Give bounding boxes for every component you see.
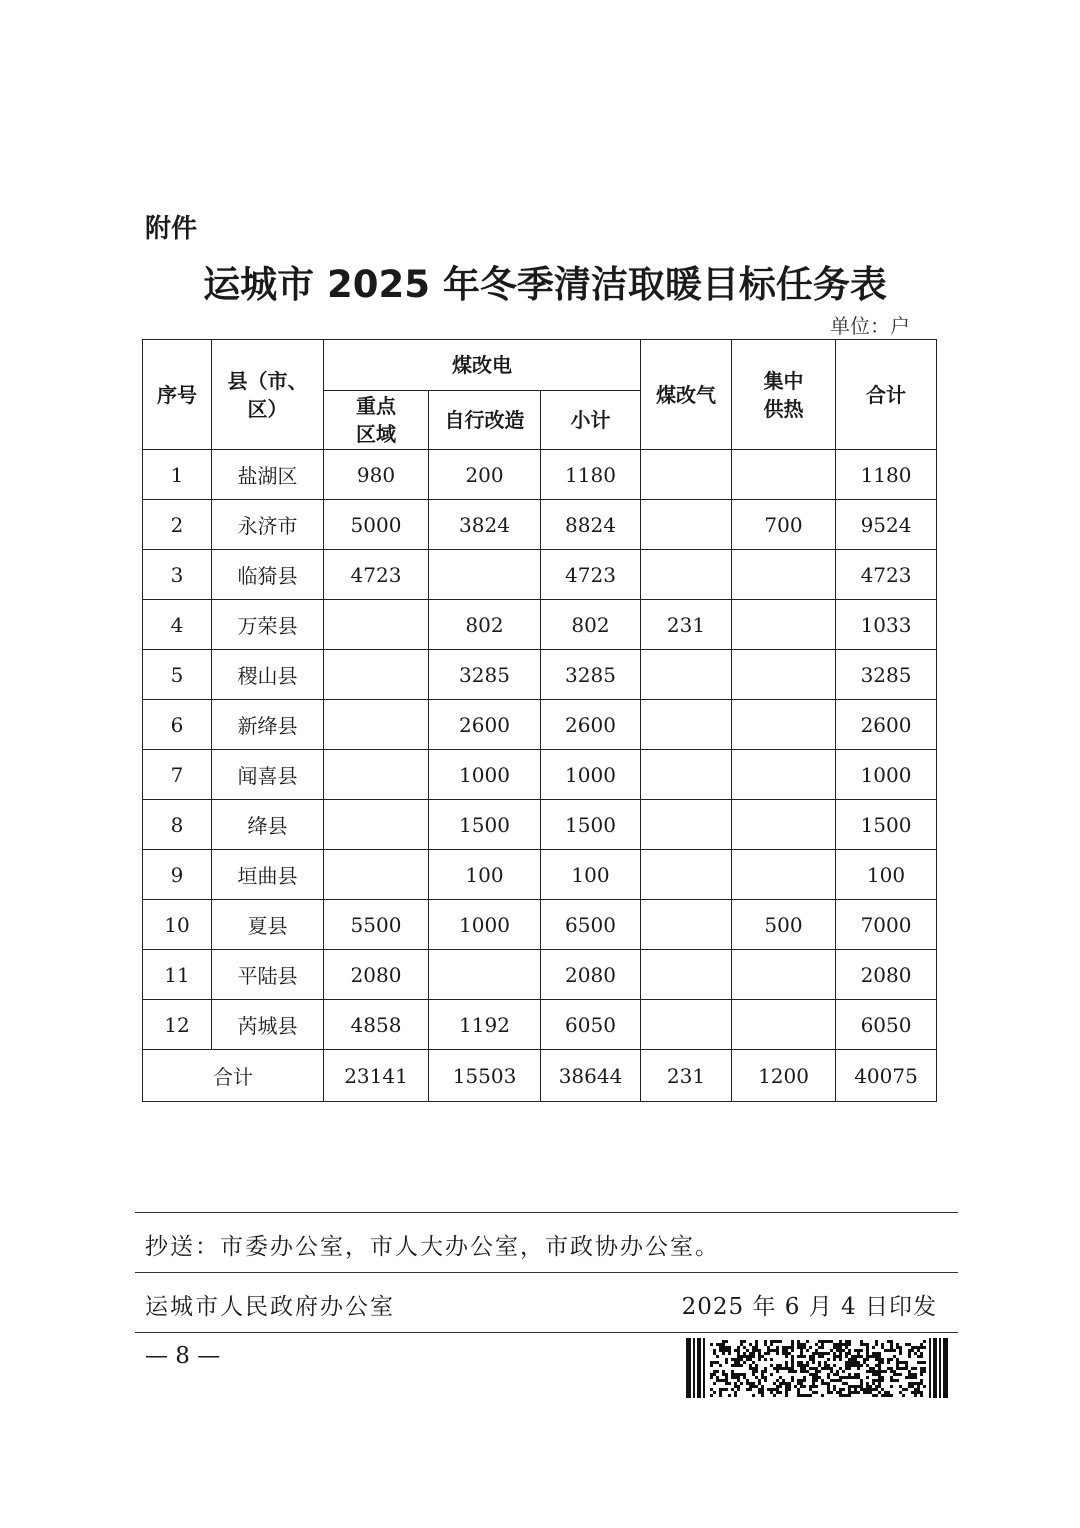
cell-coal-to-gas bbox=[641, 1000, 732, 1050]
total-total: 40075 bbox=[836, 1050, 937, 1102]
task-table bbox=[142, 339, 937, 1102]
cell-central-heating: 500 bbox=[732, 900, 836, 950]
cell-county: 临猗县 bbox=[212, 550, 324, 600]
cell-seq: 1 bbox=[143, 450, 212, 500]
cell-self-renovation bbox=[429, 550, 541, 600]
cell-coal-to-gas bbox=[641, 900, 732, 950]
cell-county: 万荣县 bbox=[212, 600, 324, 650]
header-central-heating bbox=[732, 340, 836, 450]
cell-total: 3285 bbox=[836, 650, 937, 700]
cell-self-renovation: 1500 bbox=[429, 800, 541, 850]
table-row bbox=[143, 600, 937, 650]
header-total: 合计 bbox=[836, 340, 937, 450]
cell-coal-to-gas bbox=[641, 750, 732, 800]
cell-self-renovation: 200 bbox=[429, 450, 541, 500]
table-row bbox=[143, 450, 937, 500]
cell-total: 2600 bbox=[836, 700, 937, 750]
cell-coal-to-gas bbox=[641, 850, 732, 900]
cell-self-renovation bbox=[429, 950, 541, 1000]
header-key-area-line2: 区域 bbox=[356, 422, 396, 446]
issue-date: 2025 年 6 月 4 日印发 bbox=[681, 1294, 937, 1320]
total-subtotal: 38644 bbox=[541, 1050, 641, 1102]
cell-key-area: 5000 bbox=[324, 500, 429, 550]
cell-county: 绛县 bbox=[212, 800, 324, 850]
cell-subtotal: 2600 bbox=[541, 700, 641, 750]
table-row bbox=[143, 950, 937, 1000]
cell-key-area bbox=[324, 800, 429, 850]
table-row bbox=[143, 900, 937, 950]
header-county bbox=[212, 340, 324, 450]
cell-county: 永济市 bbox=[212, 500, 324, 550]
total-coal-to-gas: 231 bbox=[641, 1050, 732, 1102]
cell-central-heating bbox=[732, 850, 836, 900]
total-self-renovation: 15503 bbox=[429, 1050, 541, 1102]
page-number: — 8 — bbox=[145, 1343, 221, 1369]
cell-key-area bbox=[324, 850, 429, 900]
cell-coal-to-gas bbox=[641, 650, 732, 700]
cell-seq: 10 bbox=[143, 900, 212, 950]
cell-seq: 12 bbox=[143, 1000, 212, 1050]
cell-subtotal: 8824 bbox=[541, 500, 641, 550]
header-seq: 序号 bbox=[143, 340, 212, 450]
cell-seq: 7 bbox=[143, 750, 212, 800]
cell-subtotal: 6050 bbox=[541, 1000, 641, 1050]
cell-county: 新绛县 bbox=[212, 700, 324, 750]
cell-subtotal: 1180 bbox=[541, 450, 641, 500]
cell-coal-to-gas bbox=[641, 800, 732, 850]
cell-coal-to-gas: 231 bbox=[641, 600, 732, 650]
cell-central-heating bbox=[732, 450, 836, 500]
cc-line: 抄送：市委办公室，市人大办公室，市政协办公室。 bbox=[145, 1234, 720, 1260]
cell-total: 2080 bbox=[836, 950, 937, 1000]
cell-self-renovation: 3824 bbox=[429, 500, 541, 550]
footer-divider-middle bbox=[135, 1272, 958, 1273]
cell-total: 7000 bbox=[836, 900, 937, 950]
cell-seq: 3 bbox=[143, 550, 212, 600]
table-row bbox=[143, 700, 937, 750]
cell-key-area: 2080 bbox=[324, 950, 429, 1000]
header-county-line1: 县（市、 bbox=[227, 368, 308, 393]
cell-coal-to-gas bbox=[641, 700, 732, 750]
cell-total: 100 bbox=[836, 850, 937, 900]
cell-key-area: 4723 bbox=[324, 550, 429, 600]
cell-coal-to-gas bbox=[641, 500, 732, 550]
cell-total: 6050 bbox=[836, 1000, 937, 1050]
total-central-heating: 1200 bbox=[732, 1050, 836, 1102]
cell-key-area: 980 bbox=[324, 450, 429, 500]
cell-seq: 9 bbox=[143, 850, 212, 900]
cell-coal-to-gas bbox=[641, 550, 732, 600]
cell-county: 平陆县 bbox=[212, 950, 324, 1000]
table-row bbox=[143, 650, 937, 700]
cell-county: 闻喜县 bbox=[212, 750, 324, 800]
cell-central-heating bbox=[732, 750, 836, 800]
cell-total: 9524 bbox=[836, 500, 937, 550]
cell-key-area bbox=[324, 600, 429, 650]
cell-total: 1033 bbox=[836, 600, 937, 650]
cell-subtotal: 100 bbox=[541, 850, 641, 900]
cell-subtotal: 802 bbox=[541, 600, 641, 650]
table-row bbox=[143, 500, 937, 550]
cell-county: 芮城县 bbox=[212, 1000, 324, 1050]
cell-total: 4723 bbox=[836, 550, 937, 600]
header-key-area bbox=[324, 391, 429, 450]
cell-county: 夏县 bbox=[212, 900, 324, 950]
cell-coal-to-gas bbox=[641, 450, 732, 500]
cell-self-renovation: 802 bbox=[429, 600, 541, 650]
table-row bbox=[143, 800, 937, 850]
total-key-area: 23141 bbox=[324, 1050, 429, 1102]
table-row bbox=[143, 750, 937, 800]
cell-subtotal: 1500 bbox=[541, 800, 641, 850]
cell-seq: 4 bbox=[143, 600, 212, 650]
header-county-line2: 区） bbox=[247, 396, 288, 421]
cell-total: 1000 bbox=[836, 750, 937, 800]
footer-divider-top bbox=[135, 1212, 958, 1213]
cell-central-heating bbox=[732, 1000, 836, 1050]
total-row bbox=[143, 1050, 937, 1102]
header-subtotal: 小计 bbox=[541, 391, 641, 450]
header-central-heating-line2: 供热 bbox=[763, 396, 804, 421]
attachment-label: 附件 bbox=[145, 214, 198, 244]
cell-self-renovation: 1192 bbox=[429, 1000, 541, 1050]
cell-central-heating bbox=[732, 600, 836, 650]
cell-subtotal: 1000 bbox=[541, 750, 641, 800]
table-row bbox=[143, 1000, 937, 1050]
cell-self-renovation: 3285 bbox=[429, 650, 541, 700]
cell-central-heating bbox=[732, 650, 836, 700]
header-key-area-line1: 重点 bbox=[356, 394, 396, 418]
cell-subtotal: 3285 bbox=[541, 650, 641, 700]
total-label: 合计 bbox=[143, 1050, 324, 1102]
cell-central-heating: 700 bbox=[732, 500, 836, 550]
table-row bbox=[143, 550, 937, 600]
barcode-matrix bbox=[710, 1340, 926, 1397]
header-central-heating-line1: 集中 bbox=[763, 368, 804, 393]
cell-seq: 2 bbox=[143, 500, 212, 550]
cell-seq: 5 bbox=[143, 650, 212, 700]
cell-key-area: 4858 bbox=[324, 1000, 429, 1050]
cell-total: 1180 bbox=[836, 450, 937, 500]
cell-county: 稷山县 bbox=[212, 650, 324, 700]
cell-county: 垣曲县 bbox=[212, 850, 324, 900]
cell-self-renovation: 2600 bbox=[429, 700, 541, 750]
issuer: 运城市人民政府办公室 bbox=[145, 1294, 395, 1320]
cell-county: 盐湖区 bbox=[212, 450, 324, 500]
cell-central-heating bbox=[732, 950, 836, 1000]
cell-self-renovation: 1000 bbox=[429, 750, 541, 800]
cell-self-renovation: 100 bbox=[429, 850, 541, 900]
table-row bbox=[143, 850, 937, 900]
cell-total: 1500 bbox=[836, 800, 937, 850]
cell-key-area bbox=[324, 650, 429, 700]
cell-seq: 11 bbox=[143, 950, 212, 1000]
header-coal-to-electric: 煤改电 bbox=[324, 340, 641, 391]
cell-seq: 8 bbox=[143, 800, 212, 850]
cell-key-area bbox=[324, 700, 429, 750]
unit-label: 单位：户 bbox=[830, 314, 910, 338]
cell-central-heating bbox=[732, 550, 836, 600]
cell-central-heating bbox=[732, 700, 836, 750]
header-self-renovation: 自行改造 bbox=[429, 391, 541, 450]
page-title: 运城市 2025 年冬季清洁取暖目标任务表 bbox=[203, 263, 887, 306]
cell-subtotal: 4723 bbox=[541, 550, 641, 600]
cell-central-heating bbox=[732, 800, 836, 850]
cell-self-renovation: 1000 bbox=[429, 900, 541, 950]
cell-key-area: 5500 bbox=[324, 900, 429, 950]
cell-key-area bbox=[324, 750, 429, 800]
cell-seq: 6 bbox=[143, 700, 212, 750]
barcode-icon bbox=[686, 1338, 948, 1398]
cell-coal-to-gas bbox=[641, 950, 732, 1000]
cell-subtotal: 2080 bbox=[541, 950, 641, 1000]
footer-divider-bottom bbox=[135, 1332, 958, 1333]
header-coal-to-gas: 煤改气 bbox=[641, 340, 732, 450]
cell-subtotal: 6500 bbox=[541, 900, 641, 950]
